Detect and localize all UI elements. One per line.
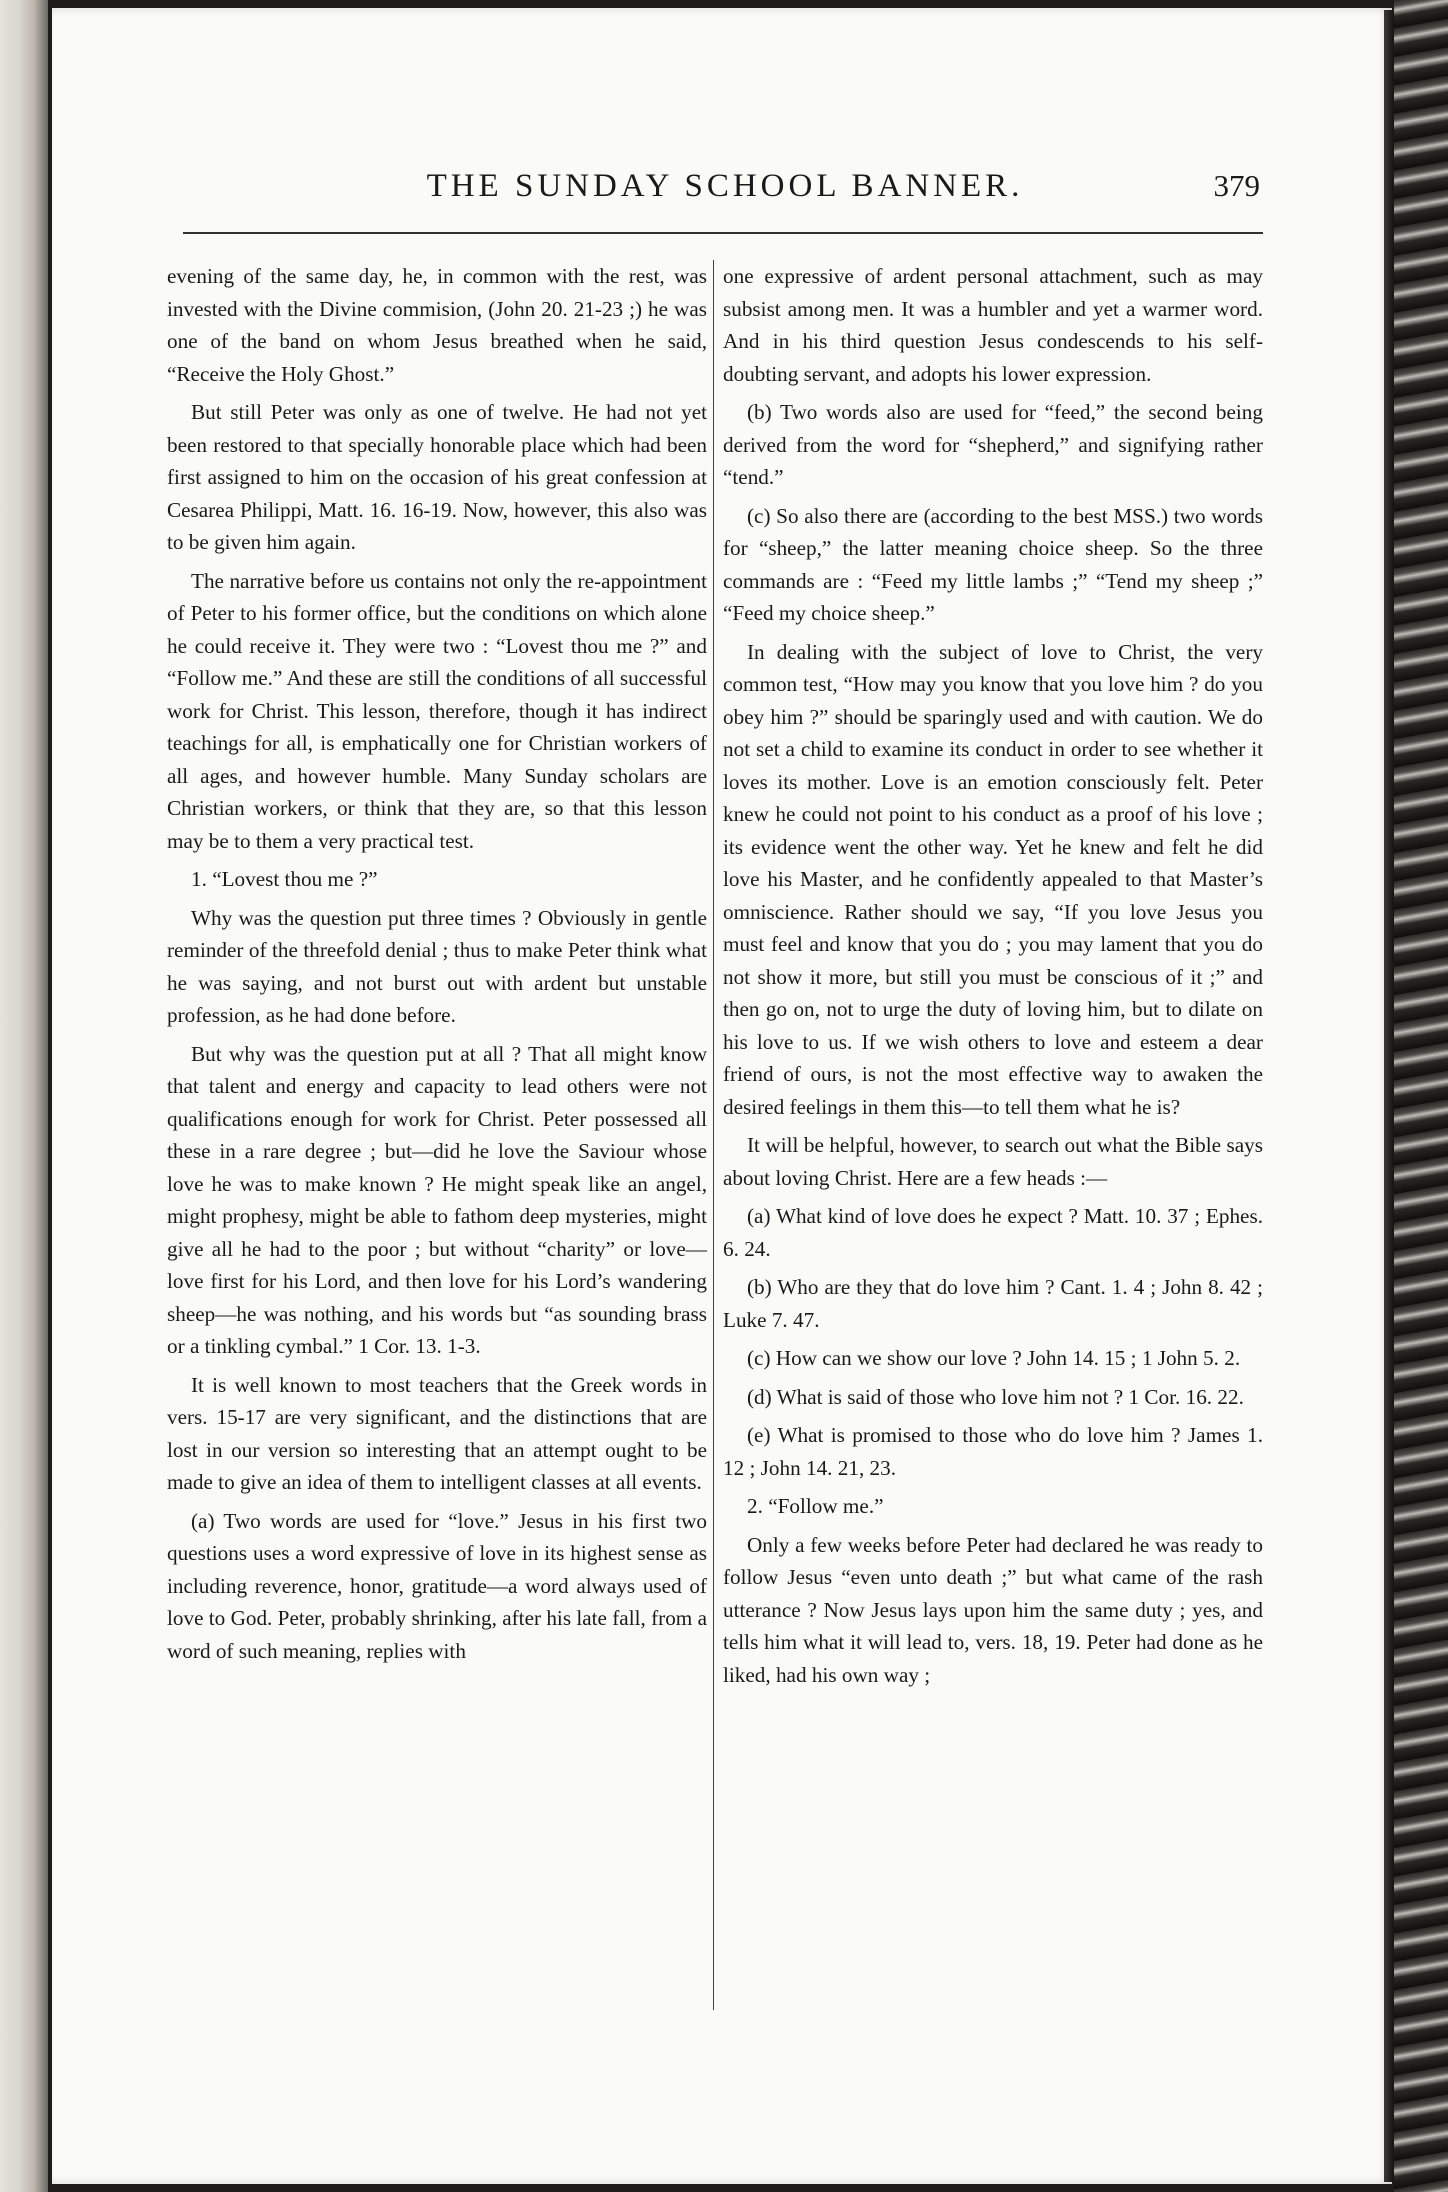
page-gutter-shadow <box>1384 10 1394 2182</box>
paragraph: In dealing with the subject of love to Christ, the very common test, “How may you know that you love him ? do you obey him ?” should be sparingly used and with caution. We do not set a child to examine its conduct in order to see whether it loves its mother. Love is an emotion consciously felt. Peter knew he could not point to his conduct as a proof of his love ; its evidence went the other way. Yet he knew and felt he did love his Master, and he confidently appealed to that Master’s omniscience. Rather should we say, “If you love Jesus you must feel and know that you do ; you may lament that you do not show it more, but still you must be conscious of it ;” and then go on, not to urge the duty of loving him, but to dilate on his love to us. If we wish others to love and esteem a dear friend of ours, is not the most effective way to awaken the desired feelings in them this—to tell them what he is? <box>723 639 1263 1119</box>
page-number: 379 <box>1213 168 1260 203</box>
paragraph: one expressive of ardent personal attachment, such as may subsist among men. It was a humbler and yet a warmer word. And in his third question Jesus condescends to his self-doubting servant, and adopts his lower expression. <box>723 264 1263 386</box>
paragraph: The narrative before us contains not only the re-appointment of Peter to his former office, but the conditions on which alone he could receive it. They were two : “Lovest thou me ?” and “Follow me.” And these are still the conditions of all successful work for Christ. This lesson, therefore, though it has indirect teachings for all, is emphatically one for Christian workers of all ages, and however humble. Many Sunday scholars are Christian workers, or think that they are, so that this lesson may be to them a very practical test. <box>167 568 707 853</box>
left-page-edge <box>0 0 48 2192</box>
list-item: (e) What is promised to those who do love him ? James 1. 12 ; John 14. 21, 23. <box>723 1423 1263 1480</box>
section-heading: 1. “Lovest thou me ?” <box>191 867 378 891</box>
list-item: (d) What is said of those who love him not ? 1 Cor. 16. 22. <box>747 1384 1244 1409</box>
paragraph: But still Peter was only as one of twelve. He had not yet been restored to that specially honorable place which had been first assigned to him on the occasion of his great confession at Cesarea Philippi, Matt. 16. 16-19. Now, however, this also was to be given him again. <box>167 400 707 554</box>
section-heading: 2. “Follow me.” <box>747 1494 884 1518</box>
page-header <box>180 168 1260 208</box>
right-column <box>723 260 1263 1697</box>
left-column <box>167 260 707 1673</box>
paragraph: Only a few weeks before Peter had declared he was ready to follow Jesus “even unto death ;” but what came of the rash utterance ? Now Jesus lays upon him the same duty ; yes, and tells him what it will lead to, vers. 18, 19. Peter had done as he liked, had his own way ; <box>723 1532 1263 1687</box>
paragraph: (c) So also there are (according to the best MSS.) two words for “sheep,” the latter meaning choice sheep. So the three commands are : “Feed my little lambs ;” “Tend my sheep ;” “Feed my choice sheep.” <box>723 503 1263 625</box>
running-title: THE SUNDAY SCHOOL BANNER. <box>426 168 1024 204</box>
paragraph: It will be helpful, however, to search out what the Bible says about loving Christ. Here are a few heads :— <box>723 1133 1263 1190</box>
list-item: (b) Who are they that do love him ? Cant. 1. 4 ; John 8. 42 ; Luke 7. 47. <box>723 1275 1263 1332</box>
paragraph: It is well known to most teachers that the Greek words in vers. 15-17 are very significant, and the distinctions that are lost in our version so interesting that an attempt ought to be made to give an idea of them to intelligent classes at all events. <box>167 1372 707 1494</box>
paragraph: (a) Two words are used for “love.” Jesus in his first two questions uses a word expressive of love in its highest sense as including reverence, honor, gratitude—a word always used of love to God. Peter, probably shrinking, after his late fall, from a word of such meaning, replies with <box>167 1508 707 1663</box>
list-item: (c) How can we show our love ? John 14. 15 ; 1 John 5. 2. <box>747 1346 1241 1370</box>
paragraph: evening of the same day, he, in common with the rest, was invested with the Divine commision, (John 20. 21-23 ;) he was one of the band on whom Jesus breathed when he said, “Receive the Holy Ghost.” <box>167 264 707 386</box>
paragraph: Why was the question put three times ? Obviously in gentle reminder of the threefold denial ; thus to make Peter think what he was saying, and not burst out with ardent but unstable profession, as he had done before. <box>167 905 707 1027</box>
marbled-edge <box>1394 0 1448 2192</box>
paragraph: But why was the question put at all ? That all might know that talent and energy and capacity to lead others were not qualifications enough for work for Christ. Peter possessed all these in a rare degree ; but—did he love the Saviour whose love he was to make known ? He might speak like an angel, might prophesy, might be able to fathom deep mysteries, might give all he had to the poor ; but without “charity” or love—love first for his Lord, and then love for his Lord’s wandering sheep—he was nothing, and his words but “as sounding brass or a tinkling cymbal.” 1 Cor. 13. 1-3. <box>167 1041 707 1358</box>
paragraph: (b) Two words also are used for “feed,” the second being derived from the word for “shepherd,” and signifying rather “tend.” <box>723 400 1263 489</box>
header-rule <box>183 232 1263 234</box>
list-item: (a) What kind of love does he expect ? Matt. 10. 37 ; Ephes. 6. 24. <box>723 1204 1263 1261</box>
column-divider <box>713 260 714 2010</box>
